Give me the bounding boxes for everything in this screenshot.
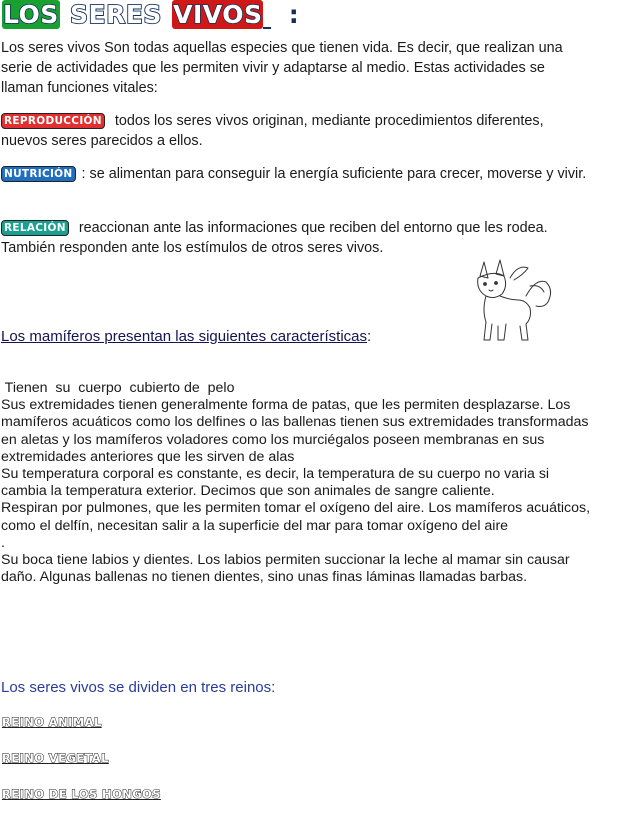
fox-illustration (470, 256, 554, 344)
kingdom-animal: REINO ANIMAL (2, 715, 102, 729)
function-reproduccion-text: todos los seres vivos originan, mediante procedimientos diferentes, nuevos seres parecidos a ellos. (1, 113, 544, 149)
mammals-heading-text: Los mamíferos presentan las siguientes características (1, 328, 367, 345)
page-title (2, 0, 299, 32)
title-word-vivos: VIVOS (173, 0, 263, 29)
function-relacion-text: reaccionan ante las informaciones que reciben del entorno que les rodea. También responden ante los estímulos de otros seres vivos. (1, 220, 548, 256)
title-word-los: LOS (3, 0, 59, 29)
feature-separator: . (1, 534, 5, 551)
mammals-heading-colon: : (367, 328, 372, 345)
feature-respiran: Respiran por pulmones, que les permiten tomar el oxígeno del aire. Los mamíferos acuáticos, como el delfín, necesitan salir a la superficie del mar para tomar oxígeno del aire (1, 500, 591, 534)
intro-paragraph: Los seres vivos Son todas aquellas especies que tienen vida. Es decir, que realizan una serie de actividades que les permiten vivir y adaptarse al medio. Estas actividades se llaman funciones vitales: (1, 40, 563, 96)
function-nutricion (1, 164, 591, 184)
mammal-features-list (1, 380, 591, 586)
kingdom-hongos: REINO DE LOS HONGOS (2, 787, 161, 801)
kingdom-vegetal: REINO VEGETAL (2, 751, 109, 765)
kingdoms-heading: Los seres vivos se dividen en tres reinos: (1, 679, 276, 696)
tag-nutricion: NUTRICIÓN (1, 166, 76, 182)
title-word-seres: SERES (70, 0, 162, 29)
feature-boca: Su boca tiene labios y dientes. Los labios permiten succionar la leche al mamar sin causar daño. Algunas ballenas no tienen dientes, sino unas finas láminas llamadas barbas. (1, 552, 570, 586)
title-underline (263, 7, 271, 29)
title-colon: : (288, 0, 300, 29)
feature-extremidades: Sus extremidades tienen generalmente forma de patas, que les permiten desplazarse. Los mamíferos acuáticos como los delfines o las ballenas tienen sus extremidades transformadas en aletas y los mamíferos voladores como los murciégalos poseen membranas en sus extremidades anteriores que les sirven de alas (1, 397, 589, 465)
function-nutricion-text: : se alimentan para conseguir la energía suficiente para crecer, moverse y vivir. (81, 166, 587, 182)
feature-pelo: Tienen su cuerpo cubierto de pelo (1, 380, 235, 396)
tag-relacion: RELACIÓN (1, 220, 69, 236)
mammals-heading (1, 327, 371, 347)
feature-temperatura: Su temperatura corporal es constante, es decir, la temperatura de su cuerpo no varia si cambia la temperatura exterior. Decimos que son animales de sangre caliente. (1, 466, 550, 500)
function-reproduccion (1, 111, 591, 151)
function-relacion (1, 218, 591, 258)
tag-reproduccion: REPRODUCCIÓN (1, 113, 105, 129)
